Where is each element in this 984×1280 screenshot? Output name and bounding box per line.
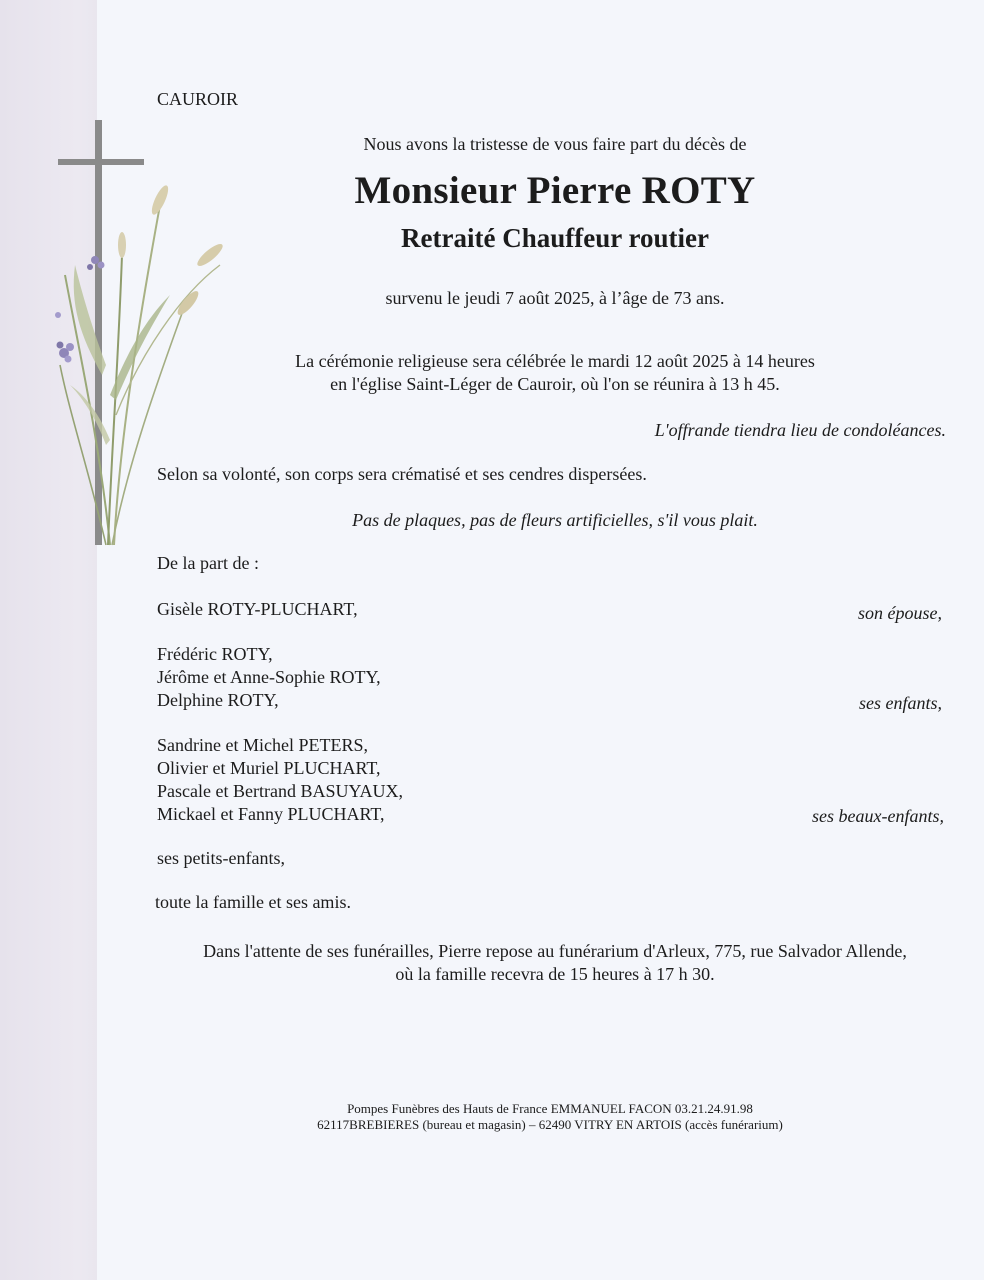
family-name: Pascale et Bertrand BASUYAUX, [157,781,403,801]
family-name: Mickael et Fanny PLUCHART, [157,804,385,824]
family-name: Sandrine et Michel PETERS, [157,735,368,755]
family-name: Jérôme et Anne-Sophie ROTY, [157,667,381,687]
family-relation: son épouse, [858,603,942,623]
cross-with-wheat-icon [40,115,240,555]
family-name: Olivier et Muriel PLUCHART, [157,758,381,778]
footer-line-1: Pompes Funèbres des Hauts de France EMMANUEL FACON 03.21.24.91.98 [347,1101,753,1116]
cremation-wishes: Selon sa volonté, son corps sera crématisé et ses cendres dispersées. [157,464,647,484]
funerarium-line-1: Dans l'attente de ses funérailles, Pierre repose au funérarium d'Arleux, 775, rue Salvador Allende, [203,941,907,961]
funerarium-line-2: où la famille recevra de 15 heures à 17 h 30. [395,964,715,984]
offering-note: L'offrande tiendra lieu de condoléances. [654,420,946,440]
ceremony-line-2: en l'église Saint-Léger de Cauroir, où l'on se réunira à 13 h 45. [330,374,780,394]
family-name: Frédéric ROTY, [157,644,273,664]
family-relation: ses enfants, [859,693,942,713]
ceremony-line-1: La cérémonie religieuse sera célébrée le mardi 12 août 2025 à 14 heures [295,351,815,371]
locality: CAUROIR [157,89,239,109]
family-relation: ses beaux-enfants, [812,806,944,826]
flowers-note: Pas de plaques, pas de fleurs artificielles, s'il vous plait. [352,510,758,530]
from-label: De la part de : [157,553,259,573]
grandchildren: ses petits-enfants, [157,848,285,868]
deceased-name: Monsieur Pierre ROTY [354,169,756,212]
death-info: survenu le jeudi 7 août 2025, à l’âge de 73 ans. [385,288,725,308]
footer-line-2: 62117BREBIERES (bureau et magasin) – 62490 VITRY EN ARTOIS (accès funérarium) [317,1117,783,1132]
intro-line: Nous avons la tristesse de vous faire part du décès de [363,134,747,154]
deceased-profession: Retraité Chauffeur routier [401,223,709,253]
family-name: Delphine ROTY, [157,690,279,710]
family-name: Gisèle ROTY-PLUCHART, [157,599,358,619]
family-friends: toute la famille et ses amis. [155,892,351,912]
